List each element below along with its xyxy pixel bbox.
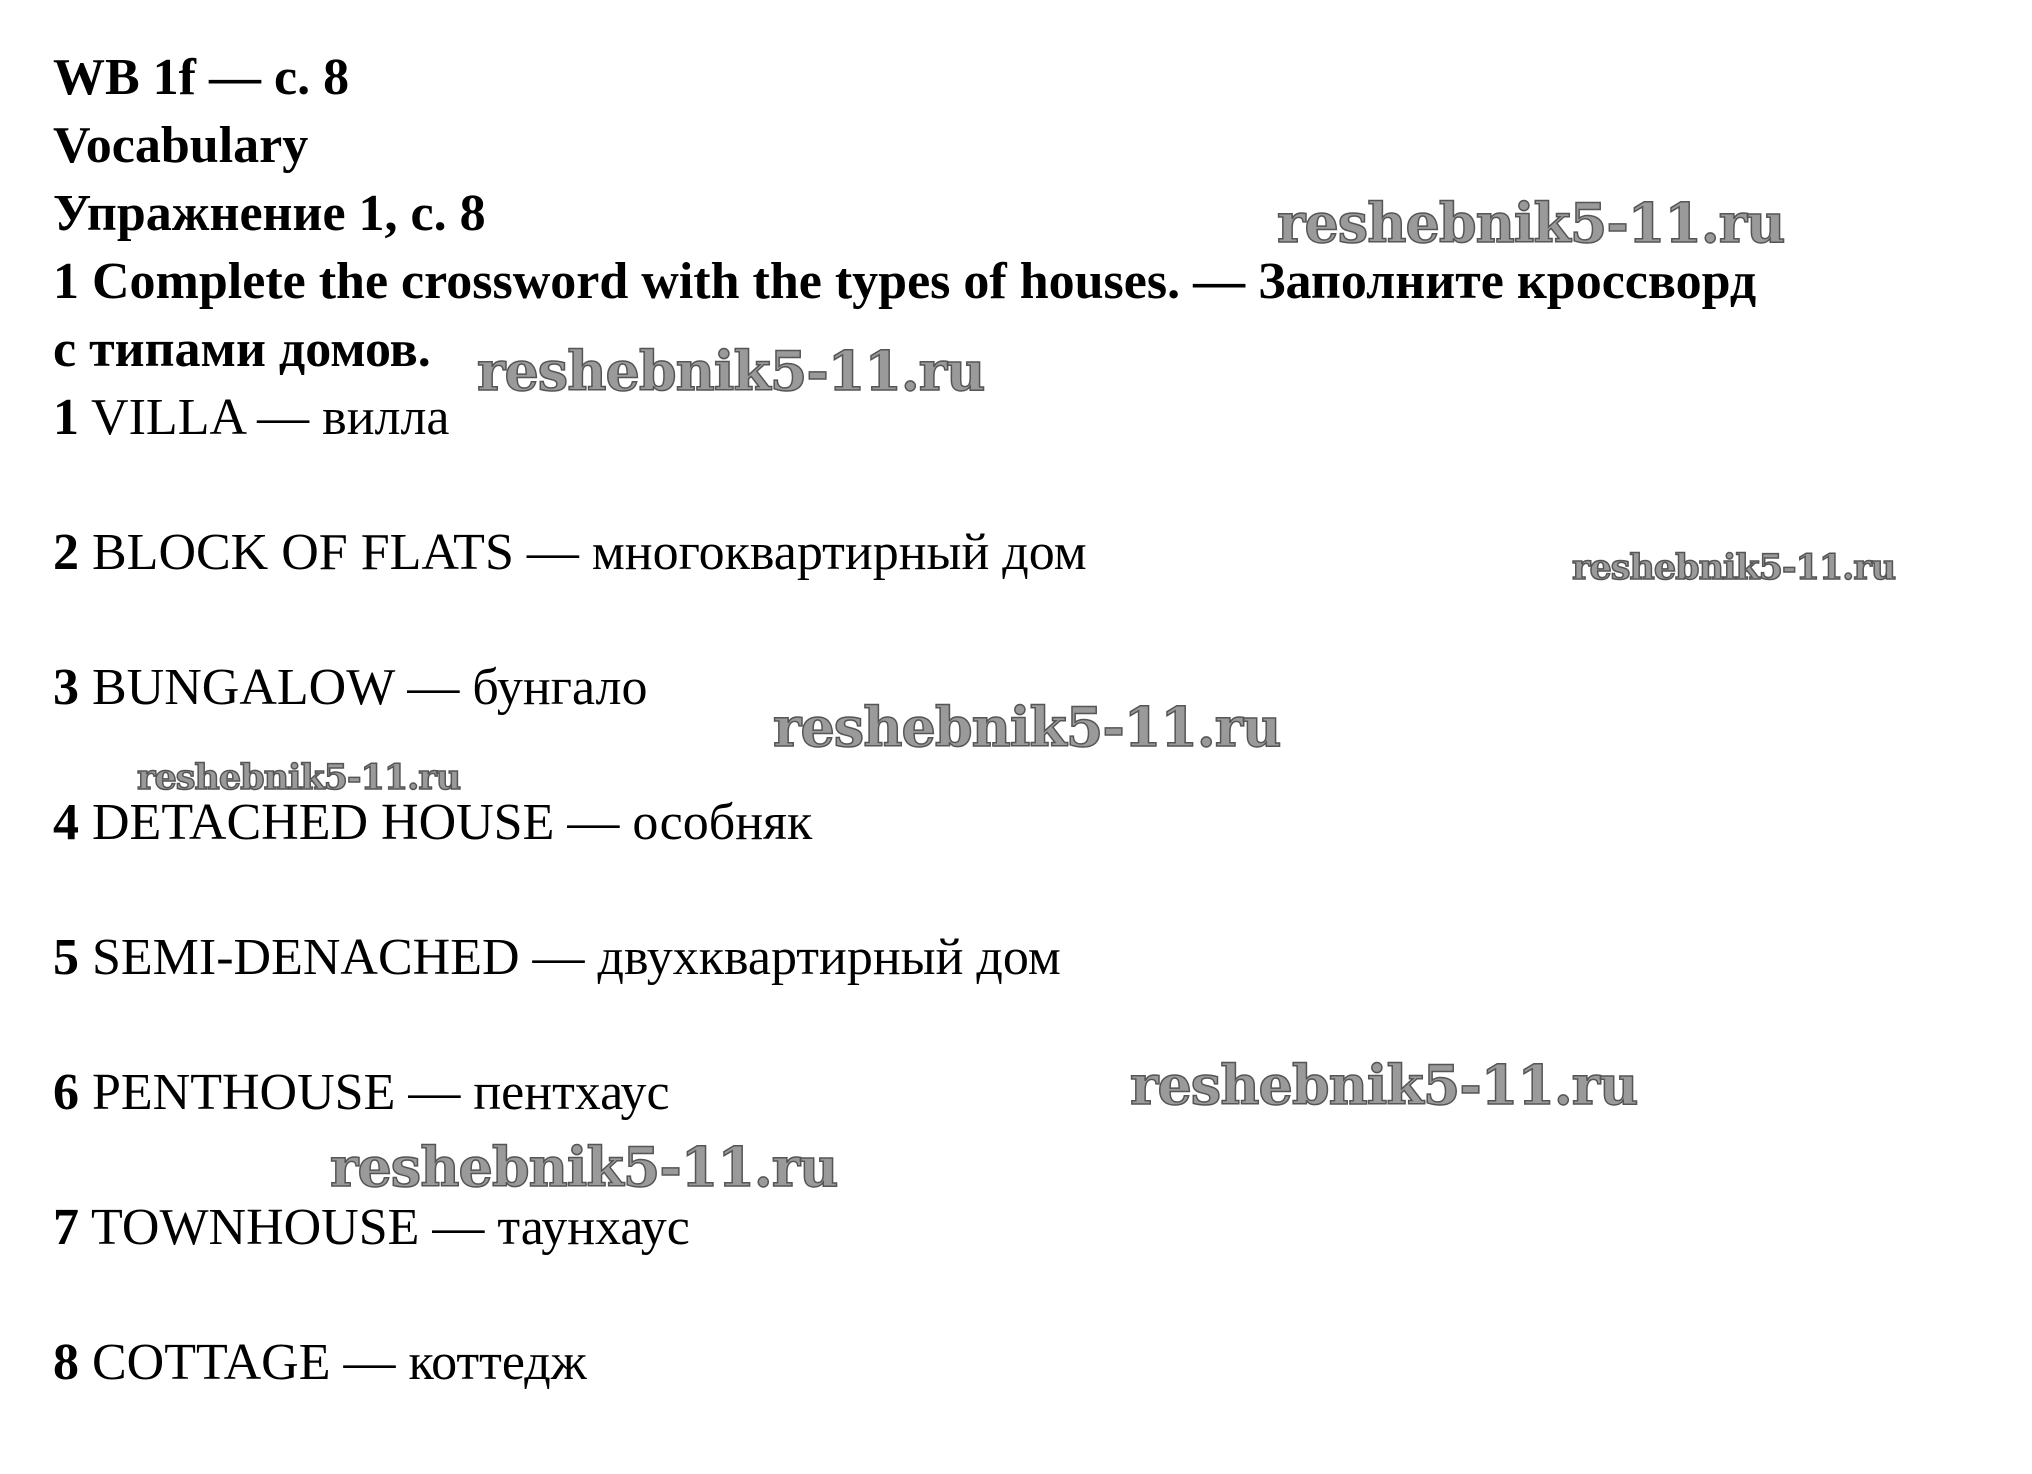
answer-text: BUNGALOW — бунгало (79, 659, 648, 716)
task-instruction-line-1: 1 Complete the crossword with the types of houses. — Заполните кроссворд (53, 253, 1757, 310)
section-heading: Vocabulary (53, 117, 309, 174)
answer-number: 1 (53, 389, 79, 446)
answer-text: COTTAGE — коттедж (79, 1334, 587, 1391)
answer-item (53, 659, 648, 716)
answer-number: 6 (53, 1064, 79, 1121)
answer-text: DETACHED HOUSE — особняк (79, 794, 813, 851)
watermark: reshebnik5-11.ru (1130, 1053, 1638, 1117)
task-instruction-line-2: с типами домов. (53, 321, 431, 378)
watermark: reshebnik5-11.ru (773, 695, 1281, 759)
answer-item (53, 524, 1087, 581)
answer-item (53, 389, 450, 446)
answer-number: 3 (53, 659, 79, 716)
answer-number: 7 (53, 1199, 79, 1256)
page-title: WB 1f — с. 8 (53, 49, 350, 106)
watermark: reshebnik5-11.ru (137, 757, 461, 798)
watermark: reshebnik5-11.ru (330, 1135, 838, 1199)
answer-text: SEMI-DENACHED — двухквартирный дом (79, 929, 1061, 986)
answer-item (53, 1064, 670, 1121)
answer-text: PENTHOUSE — пентхаус (79, 1064, 670, 1121)
answer-number: 5 (53, 929, 79, 986)
watermark: reshebnik5-11.ru (477, 339, 985, 403)
answer-number: 2 (53, 524, 79, 581)
watermark: reshebnik5-11.ru (1277, 191, 1785, 255)
exercise-heading: Упражнение 1, с. 8 (53, 185, 486, 242)
answer-item (53, 1334, 587, 1391)
answer-text: TOWNHOUSE — таунхаус (79, 1199, 690, 1256)
answer-item (53, 929, 1061, 986)
answer-number: 4 (53, 794, 79, 851)
answer-text: BLOCK OF FLATS — многоквартирный дом (79, 524, 1087, 581)
answer-item (53, 794, 813, 851)
answer-text: VILLA — вилла (79, 389, 450, 446)
watermark: reshebnik5-11.ru (1572, 547, 1896, 588)
answer-number: 8 (53, 1334, 79, 1391)
answer-item (53, 1199, 690, 1256)
